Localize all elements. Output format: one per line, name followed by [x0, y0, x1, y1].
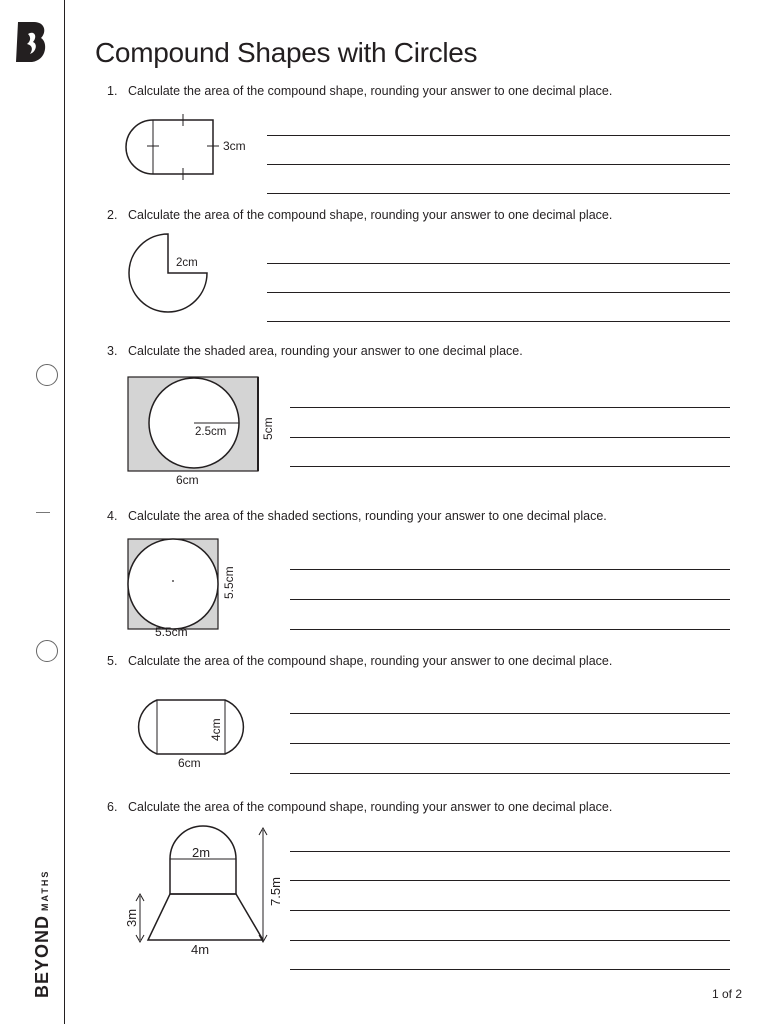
q3-label-height: 5cm — [261, 417, 275, 440]
q6-label-3m: 3m — [124, 908, 139, 927]
q5-label-height: 4cm — [209, 718, 223, 741]
question-number: 4. — [107, 509, 118, 523]
answer-line[interactable] — [290, 969, 730, 970]
q4-circle — [128, 539, 218, 629]
brand-sub: MATHS — [40, 869, 50, 911]
q1-shape — [126, 120, 213, 174]
answer-line[interactable] — [290, 851, 730, 852]
answer-line[interactable] — [290, 773, 730, 774]
question-text: Calculate the area of the shaded sections, rounding your answer to one decimal place. — [128, 509, 607, 523]
q6-trapezium — [148, 894, 263, 940]
question-text: Calculate the area of the compound shape, rounding your answer to one decimal place. — [128, 84, 613, 98]
brand-name: BEYOND — [32, 914, 52, 998]
question-number: 6. — [107, 800, 118, 814]
page-title: Compound Shapes with Circles — [95, 37, 478, 68]
q4-label-bottom: 5.5cm — [155, 625, 188, 639]
q6-label-7.5m: 7.5m — [268, 877, 283, 906]
answer-line[interactable] — [290, 599, 730, 600]
margin-line — [64, 0, 65, 1024]
question-text: Calculate the area of the compound shape, rounding your answer to one decimal place. — [128, 800, 613, 814]
q1-label-3cm: 3cm — [223, 139, 246, 153]
answer-line[interactable] — [290, 437, 730, 438]
question-text: Calculate the shaded area, rounding your answer to one decimal place. — [128, 344, 523, 358]
q6-label-4m: 4m — [191, 942, 210, 957]
question-number: 5. — [107, 654, 118, 668]
q6-semicircle-rect — [170, 826, 236, 894]
answer-line[interactable] — [290, 569, 730, 570]
answer-line[interactable] — [290, 407, 730, 408]
q6-figure — [120, 822, 290, 962]
question-number: 1. — [107, 84, 118, 98]
fold-mark — [36, 512, 50, 513]
q3-label-width: 6cm — [176, 473, 199, 487]
q3-figure — [120, 370, 290, 495]
page-number: 1 of 2 — [711, 987, 742, 1001]
q1-figure — [120, 110, 260, 190]
brand-vertical — [32, 869, 52, 998]
q4-figure — [120, 532, 250, 642]
answer-line[interactable] — [290, 713, 730, 714]
question-number: 3. — [107, 344, 118, 358]
q6-label-2m: 2m — [192, 845, 211, 860]
beyond-logo-icon — [14, 20, 50, 64]
question-number: 2. — [107, 208, 118, 222]
answer-line[interactable] — [267, 292, 730, 293]
question-text: Calculate the area of the compound shape, rounding your answer to one decimal place. — [128, 208, 613, 222]
answer-line[interactable] — [267, 263, 730, 264]
answer-line[interactable] — [267, 164, 730, 165]
question-text: Calculate the area of the compound shape, rounding your answer to one decimal place. — [128, 654, 613, 668]
q5-label-width: 6cm — [178, 756, 201, 770]
punch-hole-top — [36, 364, 58, 386]
answer-line[interactable] — [290, 743, 730, 744]
q4-label-side: 5.5cm — [222, 566, 236, 599]
answer-line[interactable] — [267, 135, 730, 136]
q5-figure — [120, 695, 270, 775]
q2-shape — [129, 234, 207, 312]
answer-line[interactable] — [267, 321, 730, 322]
answer-line[interactable] — [290, 940, 730, 941]
answer-line[interactable] — [267, 193, 730, 194]
punch-hole-bottom — [36, 640, 58, 662]
q2-label-2cm: 2cm — [176, 257, 198, 269]
answer-line[interactable] — [290, 880, 730, 881]
q5-shape — [139, 700, 244, 754]
answer-line[interactable] — [290, 629, 730, 630]
q3-label-radius: 2.5cm — [195, 426, 227, 438]
q2-figure — [120, 225, 230, 315]
answer-line[interactable] — [290, 910, 730, 911]
answer-line[interactable] — [290, 466, 730, 467]
